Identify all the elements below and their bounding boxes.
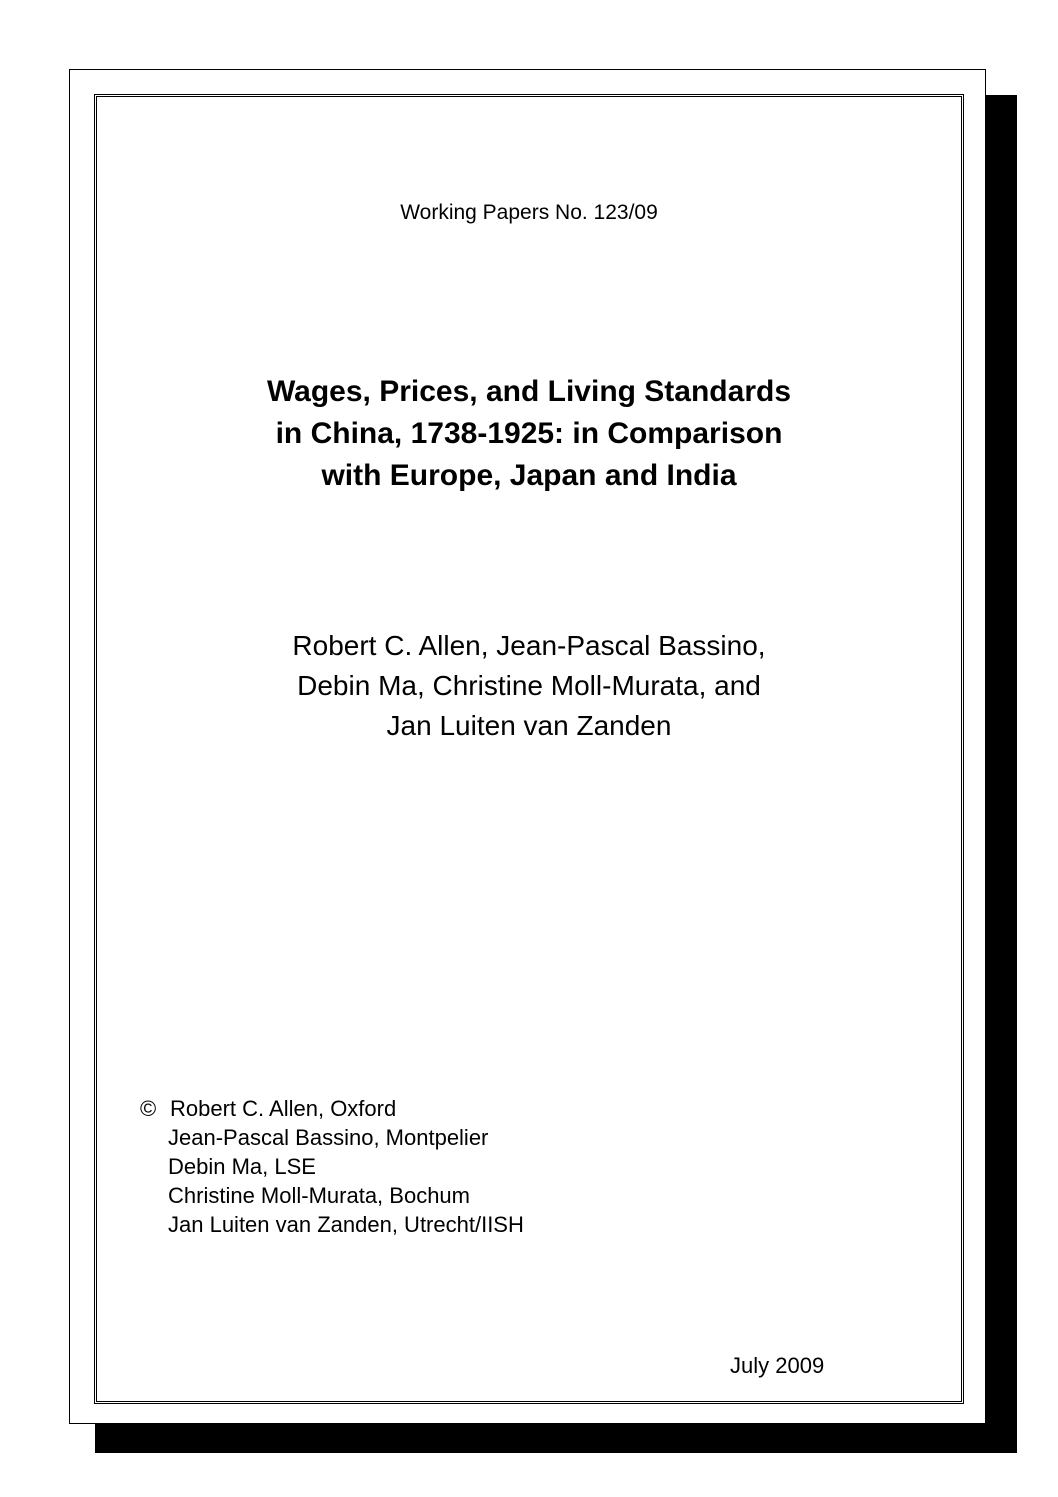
copyright-holder: Debin Ma, LSE [168,1154,316,1179]
copyright-line [140,1094,524,1123]
author-line: Robert C. Allen, Jean-Pascal Bassino, [292,630,766,661]
publication-date: July 2009 [730,1353,825,1378]
author-list [0,626,1058,746]
copyright-block [140,1094,524,1239]
paper-title [0,371,1058,497]
author-line: Jan Luiten van Zanden [386,710,672,741]
title-line: in China, 1738-1925: in Comparison [275,417,783,450]
copyright-holder: Jean-Pascal Bassino, Montpelier [168,1125,489,1150]
title-line: with Europe, Japan and India [321,459,737,492]
title-line: Wages, Prices, and Living Standards [266,375,792,408]
copyright-holder: Christine Moll-Murata, Bochum [168,1183,470,1208]
author-line: Debin Ma, Christine Moll-Murata, and [297,670,761,701]
copyright-holder: Jan Luiten van Zanden, Utrecht/IISH [168,1212,524,1237]
copyright-holder: Robert C. Allen, Oxford [170,1096,397,1121]
copyright-symbol: © [140,1096,157,1121]
series-label: Working Papers No. 123/09 [400,201,658,224]
